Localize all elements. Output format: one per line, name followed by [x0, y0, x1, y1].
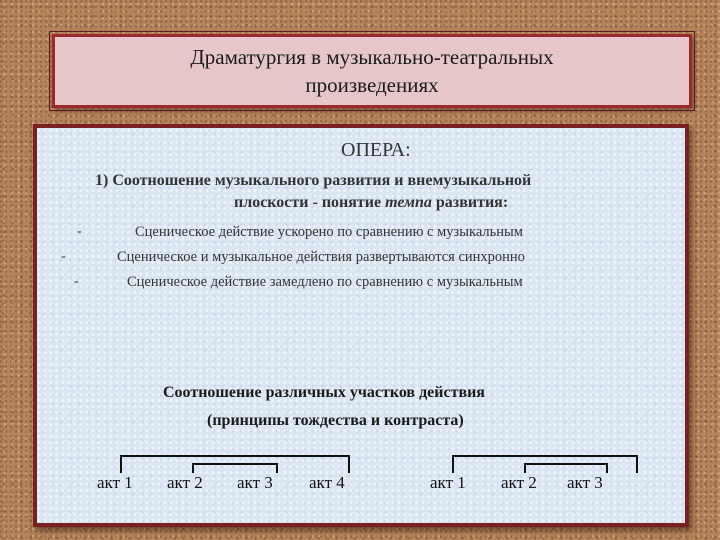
list-item: Сценическое действие ускорено по сравнению с музыкальным — [135, 224, 523, 240]
opera-heading: ОПЕРА: — [341, 139, 411, 161]
list-dash: - — [77, 224, 82, 239]
relation-heading-line-2: (принципы тождества и контраста) — [207, 412, 464, 429]
act-label: акт 2 — [167, 473, 203, 492]
act-brackets — [37, 128, 685, 523]
title-line-2: произведениях — [305, 73, 439, 97]
list-item: Сценическое действие замедлено по сравнению с музыкальным — [127, 274, 523, 290]
list-dash: - — [74, 274, 79, 289]
act-label: акт 4 — [309, 473, 345, 492]
act-label: акт 1 — [430, 473, 466, 492]
point-1-line-1: 1) Соотношение музыкального развития и внемузыкальной — [95, 172, 532, 189]
bracket-right-inner — [525, 464, 607, 473]
slide-title — [172, 43, 572, 99]
tempo-term: темпа — [385, 194, 432, 211]
list-item: Сценическое и музыкальное действия развертываются синхронно — [117, 249, 525, 265]
point-1-line-2-a: плоскости - понятие — [234, 194, 386, 211]
point-1-line-2-c: развития: — [431, 194, 509, 211]
bracket-left-inner — [193, 464, 277, 473]
title-line-1: Драматургия в музыкально-театральных — [190, 45, 554, 69]
act-label: акт 1 — [97, 473, 133, 492]
relation-heading-line-1: Соотношение различных участков действия — [163, 384, 485, 401]
act-label: акт 2 — [501, 473, 537, 492]
title-box — [52, 34, 692, 108]
content-panel — [33, 124, 689, 527]
act-label: акт 3 — [567, 473, 603, 492]
act-label: акт 3 — [237, 473, 273, 492]
list-dash: - — [61, 249, 66, 264]
